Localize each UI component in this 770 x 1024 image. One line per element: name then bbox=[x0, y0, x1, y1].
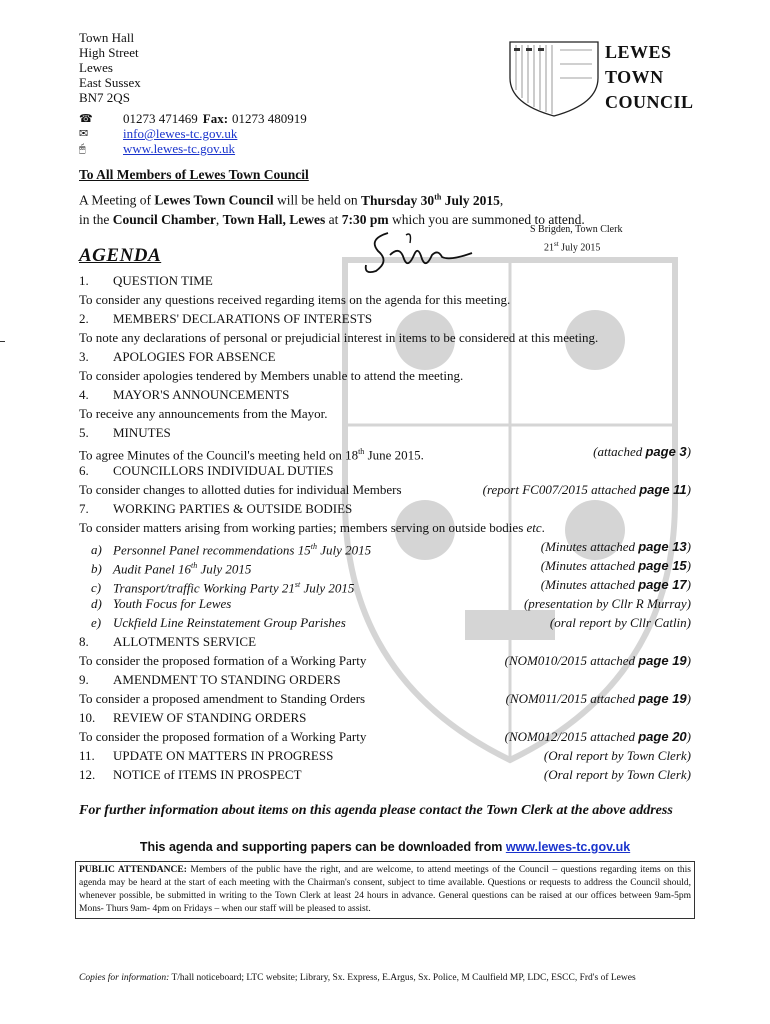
meeting-date: Thursday 30 bbox=[361, 192, 435, 208]
agenda-item-desc bbox=[79, 442, 691, 461]
item-heading: REVIEW OF STANDING ORDERS bbox=[113, 710, 307, 725]
text: Audit Panel 16 bbox=[113, 561, 191, 577]
fax-number: 01273 480919 bbox=[232, 111, 307, 126]
item-number: 7. bbox=[79, 501, 89, 516]
text: To consider matters arising from working parties; members serving on outside bodies bbox=[79, 520, 527, 535]
item-heading: QUESTION TIME bbox=[113, 273, 213, 288]
text: (NOM012/2015 attached bbox=[504, 729, 639, 744]
public-attendance-label: PUBLIC ATTENDANCE: bbox=[79, 865, 187, 875]
text: ) bbox=[686, 729, 691, 744]
council-name-line: LEWES bbox=[605, 42, 672, 62]
agenda-item-heading bbox=[79, 347, 691, 366]
item-heading: UPDATE ON MATTERS IN PROGRESS bbox=[113, 748, 334, 763]
page-reference: page 17 bbox=[638, 577, 687, 592]
text: etc bbox=[526, 520, 542, 535]
agenda-item-desc bbox=[79, 727, 691, 746]
item-reference bbox=[541, 556, 691, 575]
agenda-item-heading bbox=[79, 499, 691, 518]
agenda-item-desc bbox=[79, 480, 691, 499]
text: (report FC007/2015 attached bbox=[482, 482, 640, 497]
agenda-item-heading bbox=[79, 461, 691, 480]
sub-item-letter: b) bbox=[91, 561, 102, 577]
text: ) bbox=[686, 691, 691, 706]
addressee-line: To All Members of Lewes Town Council bbox=[79, 167, 309, 182]
sub-item bbox=[79, 594, 691, 613]
item-heading: MAYOR'S ANNOUNCEMENTS bbox=[113, 387, 290, 402]
item-reference: (Oral report by Town Clerk) bbox=[543, 748, 691, 763]
item-heading: MINUTES bbox=[113, 425, 171, 440]
item-heading: NOTICE of ITEMS IN PROSPECT bbox=[113, 767, 302, 782]
agenda-item-desc bbox=[79, 651, 691, 670]
agenda-item-desc bbox=[79, 404, 691, 423]
address-line: Town Hall bbox=[79, 30, 135, 45]
address-line: High Street bbox=[79, 45, 139, 60]
public-attendance-box bbox=[75, 861, 695, 919]
page-reference: page 15 bbox=[638, 558, 687, 573]
item-number: 10. bbox=[79, 710, 96, 725]
item-reference bbox=[505, 727, 691, 746]
sub-item-letter: d) bbox=[91, 596, 102, 611]
text: July 2015 bbox=[197, 561, 252, 577]
address-line: East Sussex bbox=[79, 75, 141, 90]
page-reference: page 19 bbox=[638, 653, 687, 668]
phone-number: 01273 471469 bbox=[123, 111, 198, 126]
item-heading: ALLOTMENTS SERVICE bbox=[113, 634, 257, 649]
item-reference bbox=[541, 537, 691, 556]
item-number: 5. bbox=[79, 425, 89, 440]
superscript: th bbox=[434, 192, 442, 201]
text: June 2015. bbox=[364, 447, 424, 463]
item-reference bbox=[483, 480, 691, 499]
agenda-item-desc bbox=[79, 518, 691, 537]
download-link[interactable]: www.lewes-tc.gov.uk bbox=[505, 840, 631, 854]
text: , bbox=[215, 211, 223, 227]
address-line: BN7 2QS bbox=[79, 90, 130, 105]
agenda-item-heading bbox=[79, 309, 691, 328]
text: July 2015 bbox=[300, 580, 355, 596]
meeting-date: July 2015 bbox=[441, 192, 500, 208]
text: Council Chamber bbox=[112, 211, 216, 227]
agenda-item-heading bbox=[79, 746, 691, 765]
agenda-items bbox=[79, 271, 691, 784]
further-information: For further information about items on this agenda please contact the Town Clerk at the above address bbox=[79, 803, 673, 818]
agenda-title: AGENDA bbox=[79, 245, 162, 266]
sub-item bbox=[79, 575, 691, 594]
website-link[interactable]: www.lewes-tc.gov.uk bbox=[123, 141, 236, 156]
page-reference: page 13 bbox=[638, 539, 687, 554]
page-reference: page 19 bbox=[638, 691, 687, 706]
copies-label: Copies for information: bbox=[79, 973, 170, 983]
meeting-time: 7:30 pm bbox=[341, 211, 389, 227]
agenda-item-heading bbox=[79, 423, 691, 442]
text: July 2015 bbox=[316, 542, 372, 558]
agenda-item-heading bbox=[79, 385, 691, 404]
text: July 2015 bbox=[558, 242, 601, 254]
sub-item bbox=[79, 613, 691, 632]
item-heading: COUNCILLORS INDIVIDUAL DUTIES bbox=[113, 463, 334, 478]
clerk-name: S Brigden, Town Clerk bbox=[530, 224, 623, 235]
item-description: To note any declarations of personal or prejudicial interest in items to be considered at this meeting. bbox=[79, 330, 599, 345]
mouse-icon: 🖱 bbox=[79, 142, 86, 155]
text: Transport/traffic Working Party 21 bbox=[113, 580, 295, 596]
page-reference: page 20 bbox=[638, 729, 687, 744]
text: ) bbox=[686, 444, 691, 459]
item-description: To receive any announcements from the Mayor. bbox=[79, 406, 328, 421]
item-heading: APOLOGIES FOR ABSENCE bbox=[113, 349, 276, 364]
text: Uckfield Line Reinstatement Group Parishes bbox=[113, 615, 346, 630]
item-heading: MEMBERS' DECLARATIONS OF INTERESTS bbox=[113, 311, 373, 326]
text: at bbox=[325, 211, 342, 227]
sub-item bbox=[79, 556, 691, 575]
item-reference bbox=[506, 689, 691, 708]
text: (Minutes attached bbox=[540, 577, 639, 592]
meeting-line-1 bbox=[79, 187, 719, 210]
public-attendance-text: Members of the public have the right, and are welcome, to attend meetings of the Council – questions regarding items on this agenda may be heard at the start of each meeting with the Chairman's consent, subject to time available. Questions or requests to address the Council should, whenever possible, be submitted in writing to the Town Clerk at least 24 hours in advance. General questions can be raised at our offices between 9am-5pm Mons- Thurs 9am- 4pm on Fridays – when our staff will be pleased to assist. bbox=[79, 865, 691, 914]
text: ) bbox=[686, 653, 691, 668]
council-name-line: TOWN bbox=[605, 67, 664, 87]
text: (NOM010/2015 attached bbox=[504, 653, 639, 668]
item-description: To consider a proposed amendment to Standing Orders bbox=[79, 691, 366, 706]
agenda-item-desc bbox=[79, 328, 691, 347]
contact-details bbox=[79, 111, 307, 156]
copies-for-information bbox=[79, 973, 636, 983]
agenda-item-heading bbox=[79, 632, 691, 651]
item-description: To consider apologies tendered by Members unable to attend the meeting. bbox=[79, 368, 464, 383]
item-heading: AMENDMENT TO STANDING ORDERS bbox=[113, 672, 341, 687]
text: Youth Focus for Lewes bbox=[113, 596, 232, 611]
text: ) bbox=[686, 558, 691, 573]
council-name bbox=[605, 40, 694, 115]
fax-label: Fax: bbox=[202, 111, 229, 126]
phone-row bbox=[79, 111, 307, 126]
text: 21 bbox=[544, 242, 554, 254]
text: Personnel Panel recommendations 15 bbox=[113, 542, 311, 558]
text: (NOM011/2015 attached bbox=[505, 691, 639, 706]
agenda-item-desc bbox=[79, 290, 691, 309]
item-description: To consider the proposed formation of a Working Party bbox=[79, 729, 367, 744]
text: ) bbox=[686, 577, 691, 592]
item-number: 11. bbox=[79, 748, 95, 763]
email-row bbox=[79, 126, 307, 141]
phone-icon: ☎ bbox=[79, 112, 93, 125]
council-name-line: COUNCIL bbox=[605, 92, 694, 112]
item-number: 2. bbox=[79, 311, 89, 326]
superscript: th bbox=[358, 447, 365, 456]
item-description bbox=[79, 518, 545, 537]
copies-list: T/hall noticeboard; LTC website; Library, Sx. Express, E.Argus, Sx. Police, M Caulfield MP, LDC, ESCC, Frd's of Lewes bbox=[169, 973, 636, 983]
clerk-block bbox=[530, 222, 622, 255]
text: , bbox=[499, 192, 504, 208]
item-number: 12. bbox=[79, 767, 96, 782]
text: (attached bbox=[593, 444, 646, 459]
item-reference: (presentation by Cllr R Murray) bbox=[523, 596, 691, 611]
agenda-item-heading bbox=[79, 271, 691, 290]
item-reference bbox=[593, 442, 691, 461]
superscript: th bbox=[191, 561, 198, 570]
council-address bbox=[79, 30, 141, 105]
sub-item-letter: a) bbox=[91, 542, 102, 558]
item-number: 6. bbox=[79, 463, 89, 478]
agenda-item-heading bbox=[79, 708, 691, 727]
address-line: Lewes bbox=[79, 60, 113, 75]
margin-mark bbox=[0, 341, 5, 342]
sub-item-text bbox=[91, 613, 346, 632]
item-number: 3. bbox=[79, 349, 89, 364]
text: (Minutes attached bbox=[540, 539, 639, 554]
item-number: 8. bbox=[79, 634, 89, 649]
text: (Minutes attached bbox=[540, 558, 639, 573]
page-reference: page 3 bbox=[645, 444, 687, 459]
website-row bbox=[79, 141, 307, 156]
sub-item-letter: c) bbox=[91, 580, 102, 596]
text: will be held on bbox=[273, 192, 362, 208]
text: A Meeting of bbox=[79, 192, 155, 208]
text: To agree Minutes of the Council's meeting held on 18 bbox=[79, 447, 359, 463]
text: This agenda and supporting papers can be downloaded from bbox=[139, 840, 506, 854]
notice-date bbox=[530, 237, 622, 255]
item-description: To consider any questions received regarding items on the agenda for this meeting. bbox=[79, 292, 511, 307]
agenda-item-heading bbox=[79, 670, 691, 689]
item-reference: (Oral report by Town Clerk) bbox=[543, 767, 691, 782]
text: Lewes Town Council bbox=[154, 192, 274, 208]
council-crest-logo bbox=[508, 40, 600, 123]
agenda-item-heading bbox=[79, 765, 691, 784]
text: ) bbox=[686, 482, 691, 497]
envelope-icon: ✉ bbox=[79, 127, 89, 140]
text: in the bbox=[79, 211, 113, 227]
meeting-notice bbox=[79, 187, 719, 229]
item-description: To consider the proposed formation of a Working Party bbox=[79, 653, 367, 668]
sub-item-letter: e) bbox=[91, 615, 102, 630]
item-heading: WORKING PARTIES & OUTSIDE BODIES bbox=[113, 501, 353, 516]
item-reference: (oral report by Cllr Catlin) bbox=[549, 615, 691, 630]
email-link[interactable]: info@lewes-tc.gov.uk bbox=[123, 126, 238, 141]
superscript: st bbox=[554, 240, 559, 248]
item-number: 4. bbox=[79, 387, 89, 402]
agenda-item-desc bbox=[79, 366, 691, 385]
text: ) bbox=[686, 539, 691, 554]
download-notice bbox=[79, 840, 691, 854]
item-number: 1. bbox=[79, 273, 89, 288]
text: Town Hall, Lewes bbox=[222, 211, 326, 227]
page-reference: page 11 bbox=[639, 482, 687, 497]
item-reference bbox=[541, 575, 691, 594]
superscript: th bbox=[310, 542, 317, 551]
item-description: To consider changes to allotted duties for individual Members bbox=[79, 482, 402, 497]
superscript: st bbox=[294, 580, 301, 589]
item-number: 9. bbox=[79, 672, 89, 687]
text: which you are summoned to attend. bbox=[388, 211, 585, 227]
sub-item bbox=[79, 537, 691, 556]
text: . bbox=[541, 520, 545, 535]
agenda-item-desc bbox=[79, 689, 691, 708]
item-reference bbox=[505, 651, 691, 670]
sub-item-text bbox=[91, 594, 231, 613]
